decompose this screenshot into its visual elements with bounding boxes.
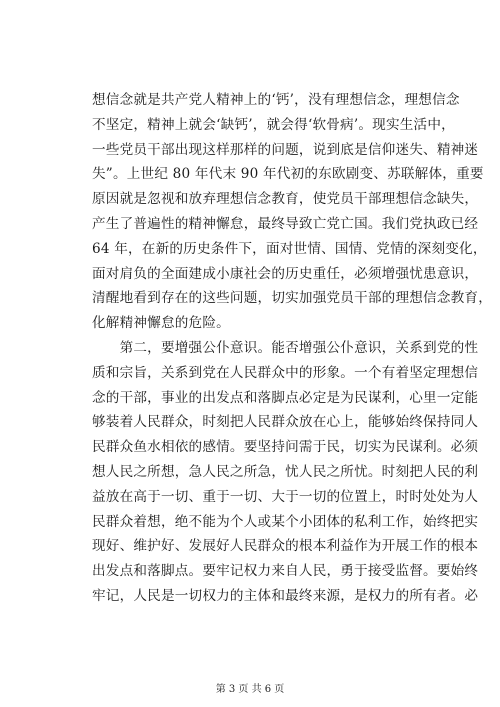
text-line: 不坚定，精神上就会‘缺钙’，就会得‘软骨病’。现实生活中， [92, 116, 455, 133]
text-line: 益放在高于一切、重于一切、大于一切的位置上，时时处处为人 [92, 488, 479, 505]
text-line: 面对肩负的全面建成小康社会的历史重任，必须增强忧患意识， [92, 265, 479, 282]
text-line: 牢记，人民是一切权力的主体和最终来源，是权力的所有者。必 [92, 587, 479, 604]
text-line: 质和宗旨，关系到党在人民群众中的形象。一个有着坚定理想信 [92, 364, 479, 381]
page-number-footer: 第 3 页 共 6 页 [215, 684, 285, 695]
text-line: 失”。上世纪 80 年代末 90 年代初的东欧剧变、苏联解体，重要 [92, 166, 484, 183]
text-line: 产生了普遍性的精神懈怠，最终导致亡党亡国。我们党执政已经 [92, 215, 479, 232]
text-line: 现好、维护好、发展好人民群众的根本利益作为开展工作的根本 [92, 538, 479, 555]
text-line: 一些党员干部出现这样那样的问题，说到底是信仰迷失、精神迷 [92, 141, 479, 158]
text-line: 念的干部，事业的出发点和落脚点必定是为民谋利，心里一定能 [92, 389, 479, 406]
text-line: 第二，要增强公仆意识。能否增强公仆意识，关系到党的性 [92, 339, 479, 356]
body-text [92, 88, 493, 609]
text-line: 化解精神懈怠的危险。 [92, 315, 230, 332]
text-line: 出发点和落脚点。要牢记权力来自人民，勇于接受监督。要始终 [92, 563, 479, 580]
text-line: 想信念就是共产党人精神上的‘钙’，没有理想信念，理想信念 [92, 92, 460, 108]
text-line: 想人民之所想，急人民之所急，忧人民之所忧。时刻把人民的利 [92, 463, 479, 480]
text-line: 够装着人民群众，时刻把人民群众放在心上，能够始终保持同人 [92, 414, 479, 431]
text-line: 民群众着想，绝不能为个人或某个小团体的私利工作，始终把实 [92, 513, 479, 530]
text-line: 64 年，在新的历史条件下，面对世情、国情、党情的深刻变化， [92, 240, 487, 257]
text-line: 原因就是忽视和放弃理想信念教育，使党员干部理想信念缺失， [92, 191, 479, 208]
text-line: 民群众鱼水相依的感情。要坚持问需于民，切实为民谋利。必须 [92, 439, 479, 456]
text-line: 清醒地看到存在的这些问题，切实加强党员干部的理想信念教育， [92, 290, 493, 307]
